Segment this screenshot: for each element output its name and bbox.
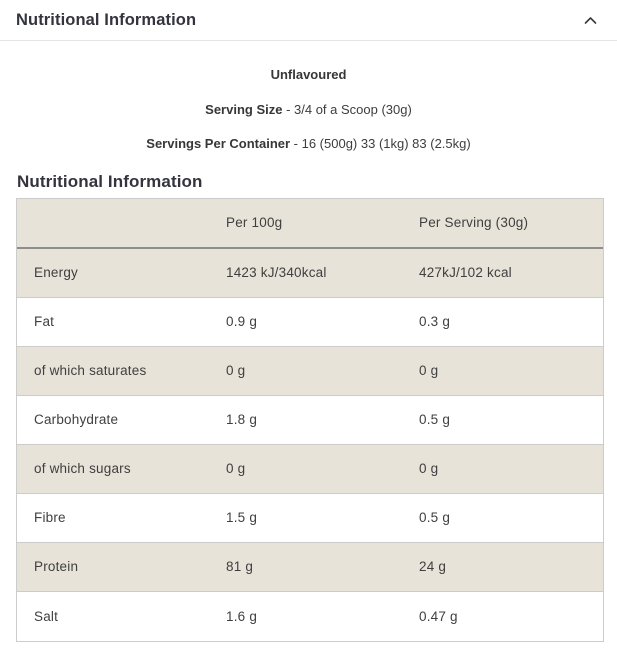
row-label: Carbohydrate bbox=[34, 412, 119, 427]
serving-size-value: - 3/4 of a Scoop (30g) bbox=[282, 101, 412, 117]
row-per-serving: 24 g bbox=[419, 559, 447, 574]
table-row-energy bbox=[17, 249, 603, 298]
servings-per-container-value: - 16 (500g) 33 (1kg) 83 (2.5kg) bbox=[290, 136, 471, 151]
row-label: Salt bbox=[34, 608, 59, 624]
row-per-100g: 0 g bbox=[226, 461, 246, 476]
flavour-label: Unflavoured bbox=[270, 67, 347, 82]
row-per-100g: 1.8 g bbox=[226, 412, 258, 427]
chevron-up-icon bbox=[584, 16, 597, 25]
row-label: Fibre bbox=[34, 510, 66, 525]
table-row-carbohydrate bbox=[17, 396, 603, 445]
table-row-fibre bbox=[17, 494, 603, 543]
row-per-serving: 0.5 g bbox=[419, 510, 451, 525]
table-row-sugars bbox=[17, 445, 603, 494]
table-row-salt bbox=[17, 592, 603, 641]
row-per-100g: 0.9 g bbox=[226, 314, 258, 329]
nutritional-information-accordion-header[interactable] bbox=[0, 0, 617, 41]
row-label: Energy bbox=[34, 265, 78, 280]
row-per-serving: 0 g bbox=[419, 461, 439, 476]
row-per-100g: 1.6 g bbox=[226, 608, 258, 624]
row-per-100g: 0 g bbox=[226, 363, 246, 378]
table-header-row bbox=[17, 199, 603, 249]
row-per-100g: 1423 kJ/340kcal bbox=[226, 265, 327, 280]
row-per-100g: 81 g bbox=[226, 559, 254, 574]
header-cell-per-100g: Per 100g bbox=[226, 215, 283, 230]
row-label: Protein bbox=[34, 559, 79, 574]
row-per-serving: 427kJ/102 kcal bbox=[419, 265, 512, 280]
header-cell-per-serving: Per Serving (30g) bbox=[419, 215, 529, 230]
row-per-serving: 0.5 g bbox=[419, 412, 451, 427]
table-row-protein bbox=[17, 543, 603, 592]
row-per-serving: 0.3 g bbox=[419, 314, 451, 329]
row-per-100g: 1.5 g bbox=[226, 510, 258, 525]
row-label: of which saturates bbox=[34, 363, 147, 378]
serving-info-block bbox=[0, 41, 617, 151]
servings-per-container-label: Servings Per Container bbox=[146, 136, 291, 151]
row-label: of which sugars bbox=[34, 461, 131, 476]
row-per-serving: 0 g bbox=[419, 363, 439, 378]
flavour-line bbox=[0, 68, 617, 82]
table-row-fat bbox=[17, 298, 603, 347]
row-per-serving: 0.47 g bbox=[419, 608, 458, 624]
serving-size-line bbox=[0, 103, 617, 117]
accordion-title: Nutritional Information bbox=[16, 10, 197, 29]
row-label: Fat bbox=[34, 314, 55, 329]
serving-size-label: Serving Size bbox=[205, 101, 283, 117]
nutrition-table bbox=[16, 198, 604, 642]
servings-per-container-line bbox=[0, 137, 617, 151]
table-row-saturates bbox=[17, 347, 603, 396]
nutrition-table-heading: Nutritional Information bbox=[17, 171, 203, 191]
